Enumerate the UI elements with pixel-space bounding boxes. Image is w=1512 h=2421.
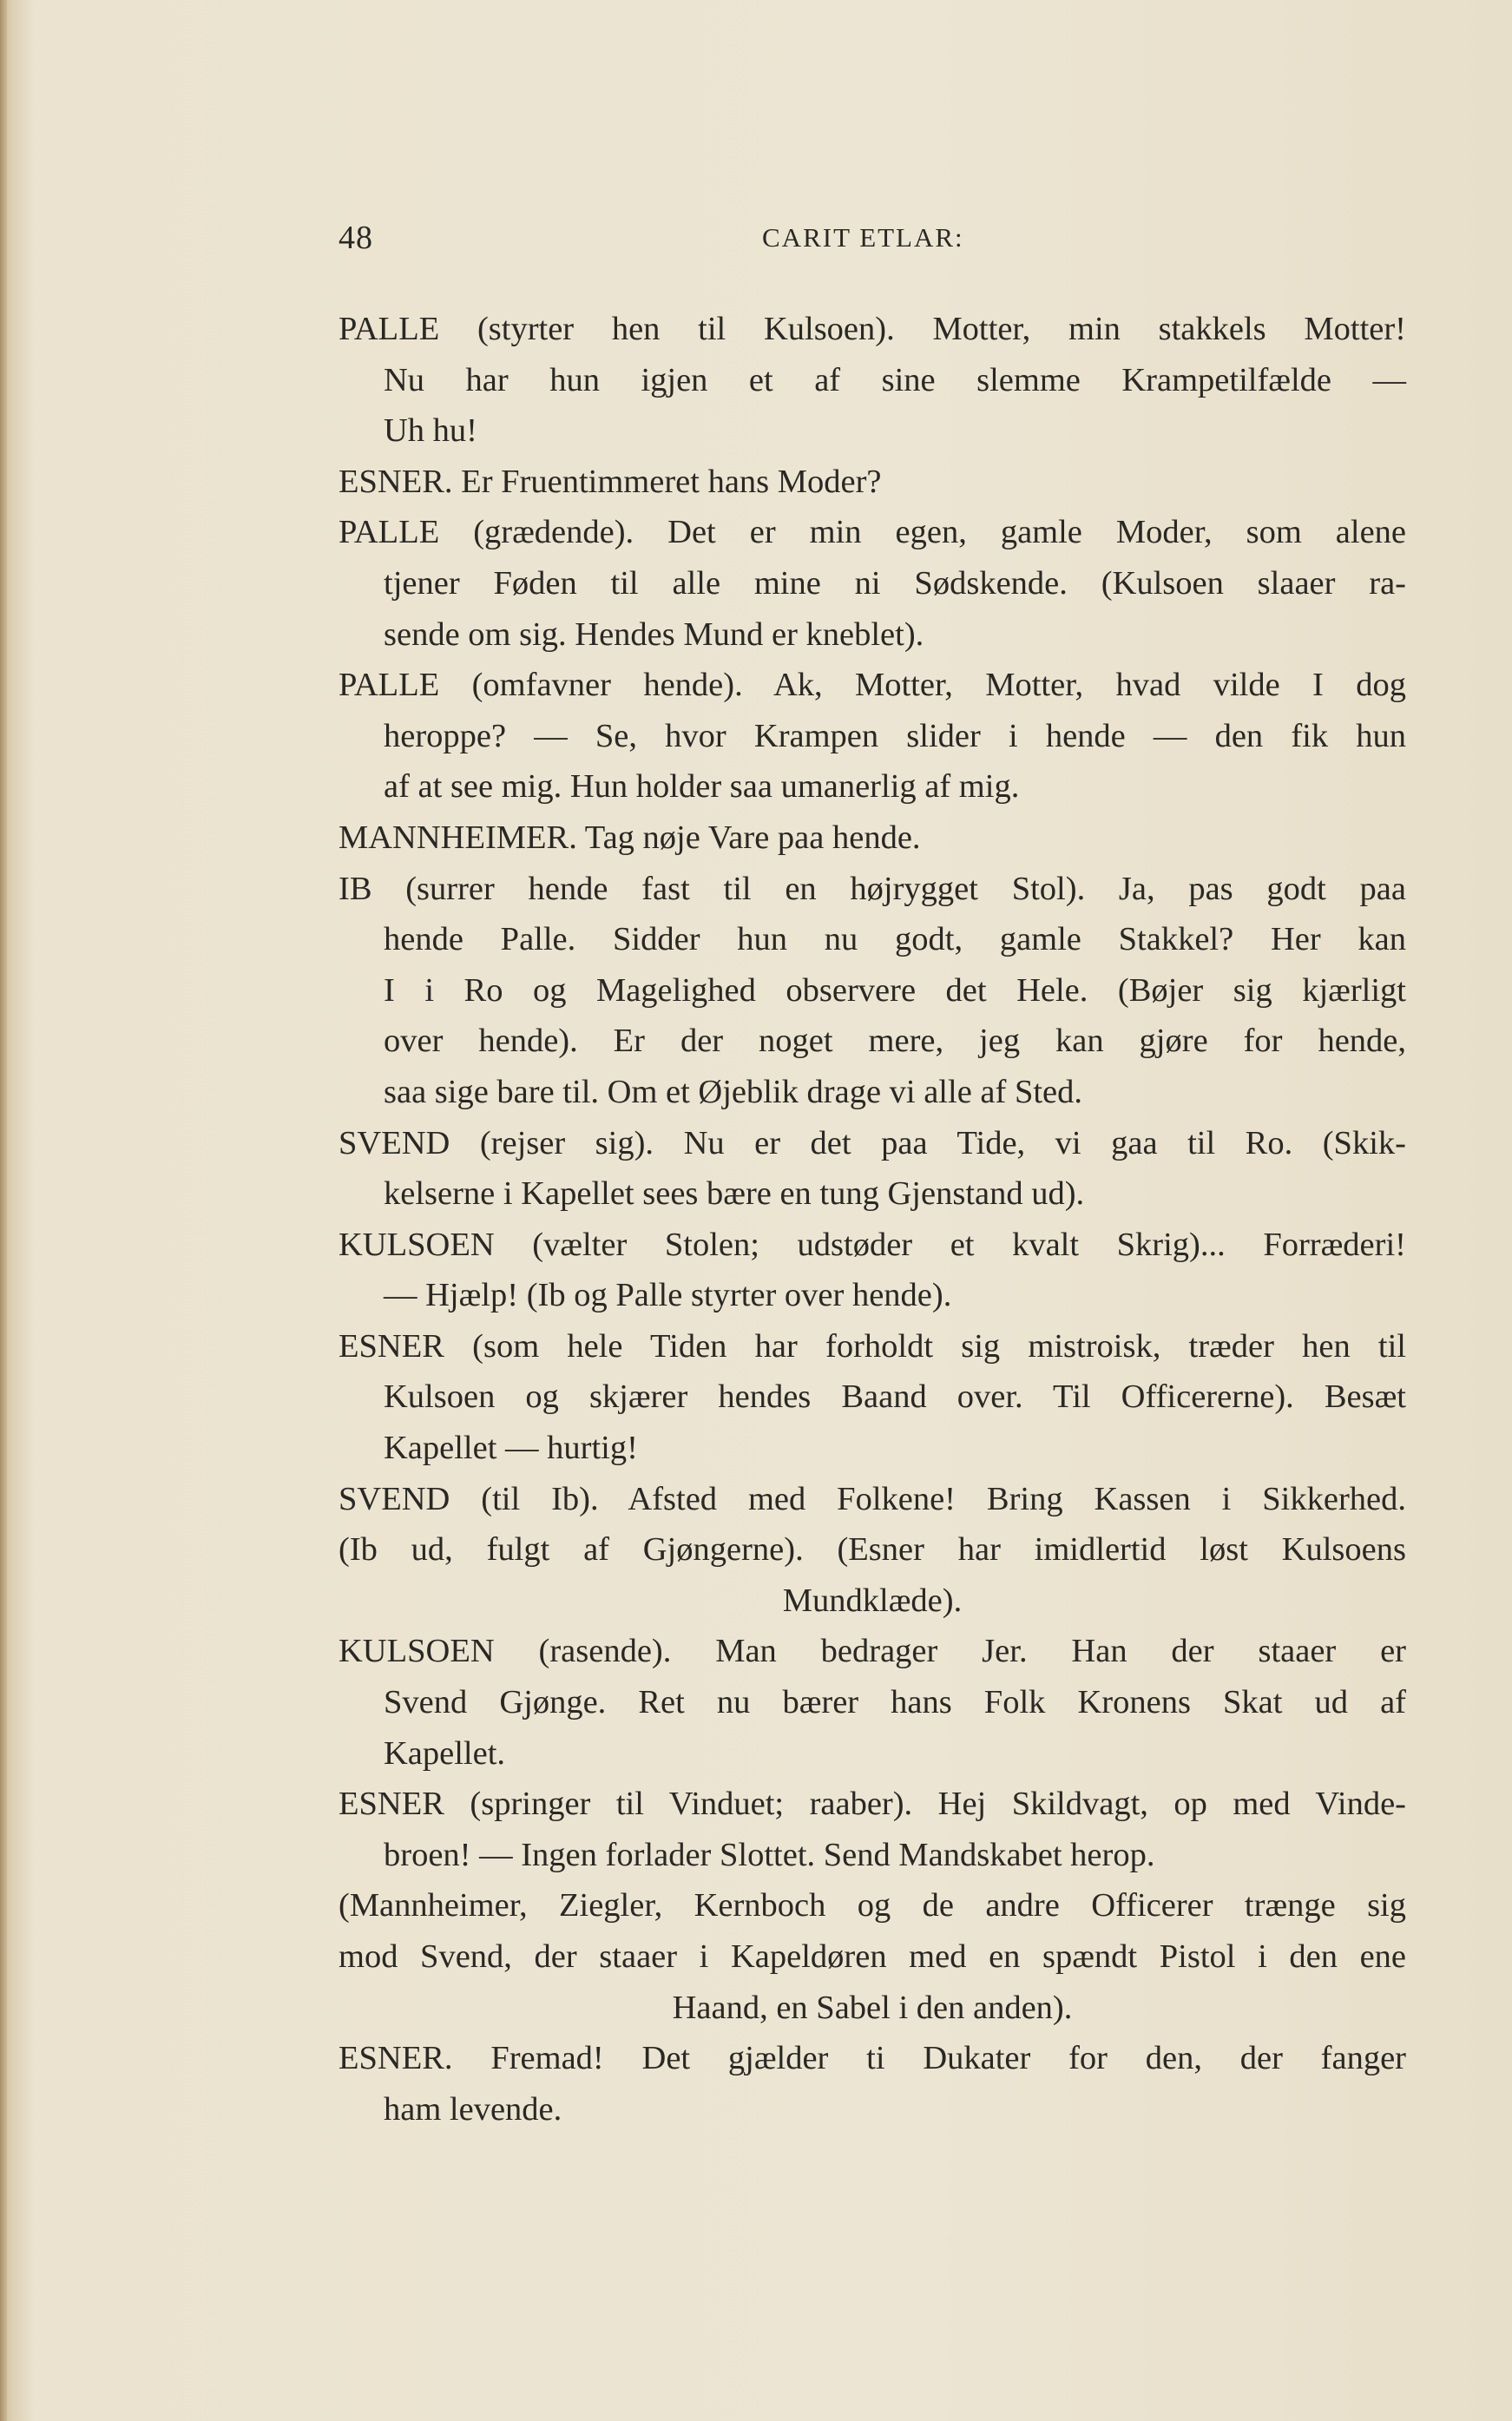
text-line: PALLE (grædende). Det er min egen, gamle Moder, som alene bbox=[339, 514, 1406, 551]
text-line: Kulsoen og skjærer hendes Baand over. Til Officererne). Besæt bbox=[384, 1378, 1406, 1416]
running-head: CARIT ETLAR: bbox=[762, 222, 964, 253]
text-line: KULSOEN (vælter Stolen; udstøder et kvalt Skrig)... Forræderi! bbox=[339, 1226, 1406, 1263]
text-line: SVEND (rejser sig). Nu er det paa Tide, vi gaa til Ro. (Skik- bbox=[339, 1124, 1406, 1161]
text-line: ESNER (som hele Tiden har forholdt sig mistroisk, træder hen til bbox=[339, 1327, 1406, 1365]
text-line: hende Palle. Sidder hun nu godt, gamle Stakkel? Her kan bbox=[384, 921, 1406, 958]
text-line: over hende). Er der noget mere, jeg kan gjøre for hende, bbox=[384, 1023, 1406, 1060]
text-line: Kapellet — hurtig! bbox=[384, 1430, 638, 1467]
text-line: mod Svend, der staaer i Kapeldøren med en spændt Pistol i den ene bbox=[339, 1938, 1406, 1975]
text-line: Nu har hun igjen et af sine slemme Krampetilfælde — bbox=[384, 361, 1406, 398]
text-line: ESNER (springer til Vinduet; raaber). Hej Skildvagt, op med Vinde- bbox=[339, 1786, 1406, 1823]
text-line: PALLE (omfavner hende). Ak, Motter, Motter, hvad vilde I dog bbox=[339, 667, 1406, 704]
text-line: tjener Føden til alle mine ni Sødskende. (Kulsoen slaaer ra- bbox=[384, 564, 1406, 602]
page-binding-edge bbox=[0, 0, 7, 2421]
text-line: Uh hu! bbox=[384, 412, 477, 450]
text-line: heroppe? — Se, hvor Krampen slider i hende — den fik hun bbox=[384, 717, 1406, 754]
text-line: IB (surrer hende fast til en højrygget Stol). Ja, pas godt paa bbox=[339, 870, 1406, 907]
text-line: MANNHEIMER. Tag nøje Vare paa hende. bbox=[339, 819, 921, 856]
text-line: ESNER. Er Fruentimmeret hans Moder? bbox=[339, 463, 882, 500]
text-line: SVEND (til Ib). Afsted med Folkene! Bring Kassen i Sikkerhed. bbox=[339, 1480, 1406, 1517]
page-number: 48 bbox=[339, 220, 373, 256]
text-line: af at see mig. Hun holder saa umanerlig af mig. bbox=[384, 768, 1020, 806]
text-line: — Hjælp! (Ib og Palle styrter over hende). bbox=[384, 1277, 952, 1314]
text-line: ESNER. Fremad! Det gjælder ti Dukater for den, der fanger bbox=[339, 2040, 1406, 2077]
page-body bbox=[339, 304, 1406, 2135]
text-line: kelserne i Kapellet sees bære en tung Gjenstand ud). bbox=[384, 1175, 1085, 1213]
text-line: ham levende. bbox=[384, 2090, 562, 2128]
text-line: (Mannheimer, Ziegler, Kernboch og de andre Officerer trænge sig bbox=[339, 1887, 1406, 1924]
text-line: PALLE (styrter hen til Kulsoen). Motter, min stakkels Motter! bbox=[339, 311, 1406, 347]
text-line: sende om sig. Hendes Mund er kneblet). bbox=[384, 615, 924, 653]
text-line: Kapellet. bbox=[384, 1734, 506, 1772]
text-line: Svend Gjønge. Ret nu bærer hans Folk Kronens Skat ud af bbox=[384, 1684, 1406, 1721]
text-line: saa sige bare til. Om et Øjeblik drage vi alle af Sted. bbox=[384, 1073, 1083, 1110]
text-line: I i Ro og Magelighed observere det Hele. (Bøjer sig kjærligt bbox=[384, 971, 1406, 1009]
text-line: KULSOEN (rasende). Man bedrager Jer. Han der staaer er bbox=[339, 1633, 1406, 1670]
text-line: (Ib ud, fulgt af Gjøngerne). (Esner har imidlertid løst Kulsoens bbox=[339, 1531, 1406, 1569]
text-line: broen! — Ingen forlader Slottet. Send Mandskabet herop. bbox=[384, 1836, 1155, 1873]
text-line: Mundklæde). bbox=[782, 1582, 963, 1619]
page-header bbox=[339, 219, 1406, 262]
text-line: Haand, en Sabel i den anden). bbox=[672, 1989, 1073, 2026]
